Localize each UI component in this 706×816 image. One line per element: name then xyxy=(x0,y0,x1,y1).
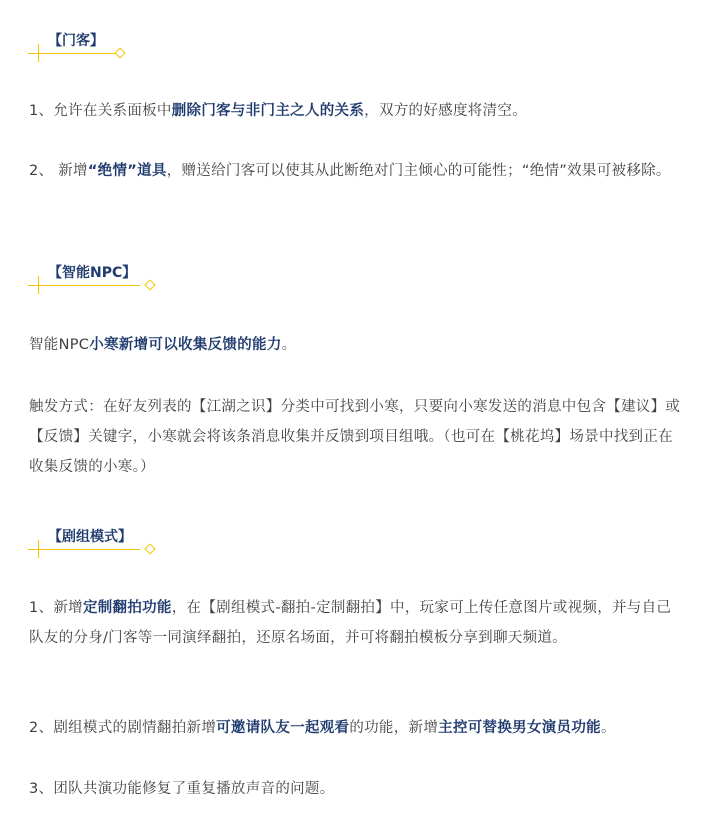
paragraph-text: 1、新增 xyxy=(29,600,83,616)
paragraph-text: 2、 新增 xyxy=(29,163,88,179)
paragraph-text: ，双方的好感度将清空。 xyxy=(364,103,527,119)
highlight-text: 小寒新增可以收集反馈的能力 xyxy=(89,337,282,353)
paragraph xyxy=(29,713,684,743)
heading-underline xyxy=(28,549,140,550)
paragraph-text: 1、允许在关系面板中 xyxy=(29,103,172,119)
paragraph-text: ，在【剧组模式-翻拍-定制翻拍】中，玩家可上传任意图片或视频，并与自己队友的分身/门客等一同演绎翻拍，还原名场面，并可将翻拍模板分享到聊天频道。 xyxy=(29,600,672,646)
diamond-icon xyxy=(144,543,155,554)
highlight-text: 删除门客与非门主之人的关系 xyxy=(171,103,365,119)
paragraph-text: 2、剧组模式的剧情翻拍新增 xyxy=(29,720,217,736)
paragraph-text: 的功能，新增 xyxy=(349,720,439,736)
section-heading-juzu xyxy=(28,526,158,566)
highlight-text: “绝情”道具 xyxy=(87,163,167,179)
section-title: 【智能NPC】 xyxy=(48,265,137,281)
paragraph xyxy=(29,330,684,360)
paragraph: 触发方式：在好友列表的【江湖之识】分类中可找到小寒，只要向小寒发送的消息中包含【建议】或【反馈】关键字，小寒就会将该条消息收集并反馈到项目组哦。（也可在【桃花坞】场景中找到正在收集反馈的小寒。） xyxy=(29,399,681,475)
paragraph xyxy=(29,593,684,653)
heading-underline xyxy=(28,53,116,54)
paragraph xyxy=(29,96,684,126)
section-title: 【门客】 xyxy=(48,33,104,49)
diamond-icon xyxy=(114,47,125,58)
paragraph-text: 。 xyxy=(281,337,297,353)
highlight-text: 定制翻拍功能 xyxy=(82,600,172,616)
highlight-text: 可邀请队友一起观看 xyxy=(216,720,350,736)
paragraph xyxy=(29,156,684,186)
paragraph-text: 。 xyxy=(600,720,616,736)
section-heading-npc xyxy=(28,262,158,302)
paragraph-text: ，赠送给门客可以使其从此断绝对门主倾心的可能性；“绝情”效果可被移除。 xyxy=(166,163,671,179)
paragraph: 3、团队共演功能修复了重复播放声音的问题。 xyxy=(29,781,335,797)
highlight-text: 主控可替换男女演员功能 xyxy=(438,720,601,736)
heading-underline xyxy=(28,285,140,286)
diamond-icon xyxy=(144,279,155,290)
section-title: 【剧组模式】 xyxy=(48,529,132,545)
paragraph-text: 智能NPC xyxy=(29,337,90,353)
section-heading-menke xyxy=(28,30,158,70)
